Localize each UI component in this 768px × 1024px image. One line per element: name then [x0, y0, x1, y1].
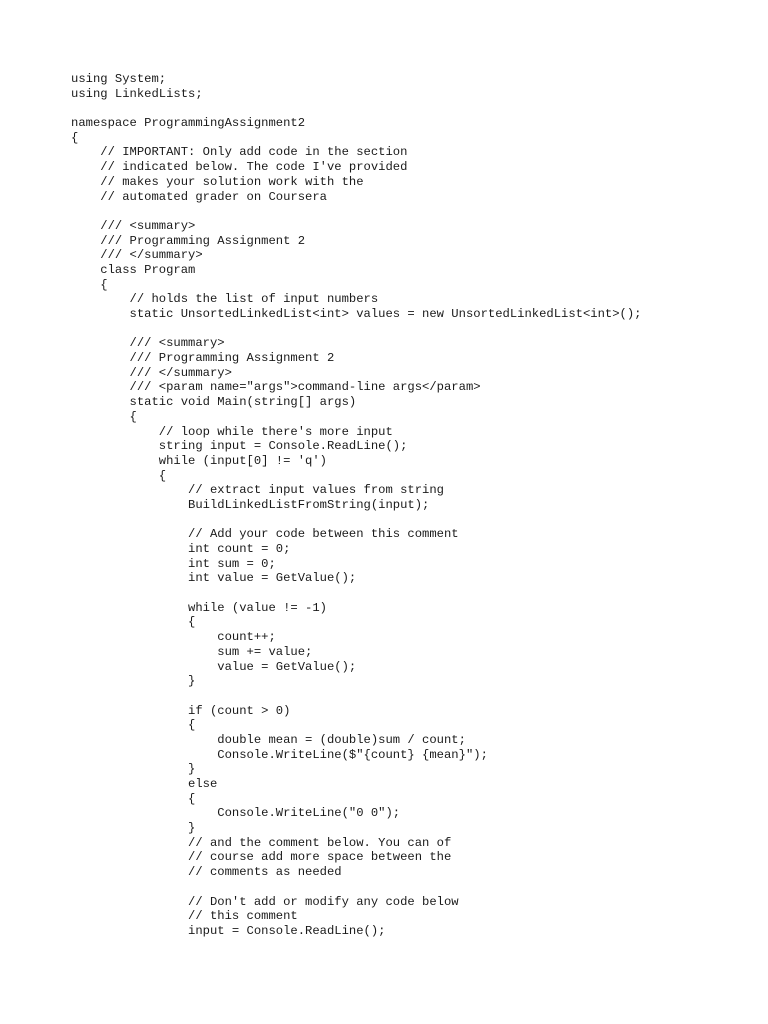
code-line	[71, 689, 751, 704]
code-line: class Program	[71, 262, 196, 277]
code-line: BuildLinkedListFromString(input);	[71, 497, 430, 512]
code-line	[71, 513, 751, 528]
code-listing	[71, 72, 751, 939]
code-line: // makes your solution work with the	[71, 174, 364, 189]
code-line: using LinkedLists;	[71, 86, 203, 101]
code-line: namespace ProgrammingAssignment2	[71, 116, 306, 131]
code-line: {	[71, 468, 167, 483]
code-line: /// <param name="args">command-line args</param>	[71, 380, 481, 395]
code-line: if (count > 0)	[71, 703, 291, 718]
code-line: }	[71, 762, 196, 777]
code-line: {	[71, 130, 79, 145]
code-line	[71, 322, 751, 337]
code-line: {	[71, 791, 196, 806]
code-line: Console.WriteLine("0 0");	[71, 806, 401, 821]
code-line: /// Programming Assignment 2	[71, 233, 306, 248]
code-line: while (value != -1)	[71, 600, 327, 615]
code-line: int sum = 0;	[71, 556, 276, 571]
code-line: int value = GetValue();	[71, 571, 357, 586]
code-line: // extract input values from string	[71, 483, 444, 498]
code-line: // comments as needed	[71, 865, 342, 880]
code-line: sum += value;	[71, 644, 313, 659]
code-line	[71, 586, 751, 601]
code-line: {	[71, 409, 137, 424]
code-line: // indicated below. The code I've provided	[71, 160, 408, 175]
code-line: /// </summary>	[71, 365, 232, 380]
code-line: while (input[0] != 'q')	[71, 453, 327, 468]
code-line: static UnsortedLinkedList<int> values = new UnsortedLinkedList<int>();	[71, 307, 642, 321]
code-line: int count = 0;	[71, 542, 291, 556]
code-line: /// </summary>	[71, 248, 203, 263]
code-line: static void Main(string[] args)	[71, 395, 357, 410]
code-line: count++;	[71, 630, 276, 645]
code-line: // loop while there's more input	[71, 424, 393, 439]
code-line: {	[71, 718, 196, 733]
code-line	[71, 204, 751, 219]
code-line: value = GetValue();	[71, 659, 357, 674]
code-line: {	[71, 277, 108, 292]
code-line: string input = Console.ReadLine();	[71, 439, 408, 454]
code-line: double mean = (double)sum / count;	[71, 732, 466, 747]
code-line: }	[71, 674, 196, 689]
code-line: // holds the list of input numbers	[71, 292, 379, 307]
code-line	[71, 880, 751, 895]
code-line: // this comment	[71, 909, 298, 924]
code-line: using System;	[71, 72, 167, 86]
code-line: // IMPORTANT: Only add code in the section	[71, 145, 408, 160]
code-line: // Add your code between this comment	[71, 527, 459, 542]
code-line: // automated grader on Coursera	[71, 189, 327, 204]
code-line: /// <summary>	[71, 336, 225, 351]
code-line: {	[71, 615, 196, 630]
code-line: input = Console.ReadLine();	[71, 923, 386, 938]
code-line	[71, 101, 751, 116]
code-line: /// <summary>	[71, 218, 196, 233]
code-line: else	[71, 777, 218, 791]
code-line: /// Programming Assignment 2	[71, 351, 335, 366]
code-line: }	[71, 821, 196, 836]
code-line: // course add more space between the	[71, 850, 452, 865]
code-line: // Don't add or modify any code below	[71, 894, 459, 909]
code-line: // and the comment below. You can of	[71, 835, 452, 850]
code-line: Console.WriteLine($"{count} {mean}");	[71, 747, 488, 762]
